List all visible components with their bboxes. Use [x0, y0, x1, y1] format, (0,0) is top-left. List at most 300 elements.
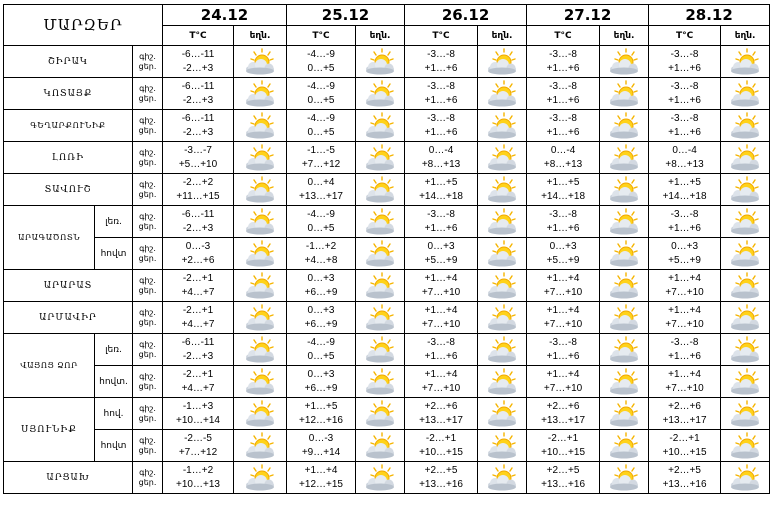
sun-behind-clouds-icon — [356, 143, 404, 173]
temperature-cell — [527, 110, 600, 142]
subregion-label: հով. — [95, 398, 133, 430]
day-label: ցեր. — [138, 413, 157, 423]
night-temp: -2…+1 — [182, 304, 214, 316]
day-temp: +7…+12 — [301, 158, 341, 170]
sun-behind-clouds-icon — [478, 207, 526, 237]
region-name: ԿՈՏԱՅՔ — [4, 78, 133, 110]
day-label: ցեր. — [138, 61, 157, 71]
region-name: ԼՈՌԻ — [4, 142, 133, 174]
weather-cell — [478, 78, 527, 110]
day-label: ցեր. — [138, 253, 157, 263]
weather-cell — [478, 206, 527, 238]
weather-header: եղն. — [600, 26, 649, 46]
night-label: գիշ. — [139, 51, 156, 61]
temperature-cell — [163, 206, 234, 238]
sun-behind-clouds-icon — [234, 463, 286, 493]
sun-behind-clouds-icon — [721, 463, 769, 493]
temperature-cell — [649, 46, 721, 78]
weather-cell — [721, 46, 770, 78]
temperature-cell — [405, 462, 478, 494]
night-temp: -2…+1 — [669, 432, 700, 444]
sun-behind-clouds-icon — [234, 367, 286, 397]
sun-behind-clouds-icon — [478, 175, 526, 205]
weather-cell — [721, 110, 770, 142]
sun-behind-clouds-icon — [234, 175, 286, 205]
day-temp: +1…+6 — [668, 62, 701, 74]
day-temp: +1…+6 — [668, 126, 701, 138]
temperature-cell — [287, 78, 356, 110]
sun-behind-clouds-icon — [600, 271, 648, 301]
temperature-cell — [163, 270, 234, 302]
night-label: գիշ. — [139, 467, 156, 477]
day-temp: -2…+3 — [182, 222, 214, 234]
regions-header: ՄԱՐԶԵՐ — [4, 5, 163, 46]
day-temp: +13…+16 — [662, 478, 707, 490]
day-label: ցեր. — [138, 317, 157, 327]
forecast-body — [4, 46, 770, 494]
temperature-cell — [405, 174, 478, 206]
night-temp: +2…+6 — [668, 400, 701, 412]
temperature-cell — [163, 302, 234, 334]
temperature-cell — [405, 270, 478, 302]
night-temp: +1…+4 — [668, 304, 701, 316]
sun-behind-clouds-icon — [234, 335, 286, 365]
day-temp: +13…+16 — [541, 478, 586, 490]
sun-behind-clouds-icon — [478, 271, 526, 301]
night-temp: -4…-9 — [307, 208, 335, 220]
night-temp: -3…-8 — [427, 208, 455, 220]
day-temp: +1…+6 — [546, 126, 580, 138]
temperature-cell — [163, 238, 234, 270]
sun-behind-clouds-icon — [356, 111, 404, 141]
weather-cell — [234, 302, 287, 334]
sun-behind-clouds-icon — [478, 303, 526, 333]
sun-behind-clouds-icon — [478, 399, 526, 429]
day-temp: +7…+12 — [178, 446, 218, 458]
night-temp: +1…+5 — [546, 176, 580, 188]
night-temp: +1…+5 — [424, 176, 458, 188]
region-row — [4, 302, 770, 334]
sun-behind-clouds-icon — [234, 239, 286, 269]
sun-behind-clouds-icon — [356, 239, 404, 269]
weather-cell — [721, 238, 770, 270]
region-name: ԱՐԱԳԱԾՈՏՆ — [4, 206, 95, 270]
night-label: գիշ. — [139, 275, 156, 285]
sun-behind-clouds-icon — [234, 143, 286, 173]
day-label: ցեր. — [138, 445, 157, 455]
weather-cell — [234, 462, 287, 494]
day-temp: 0…+5 — [307, 62, 335, 74]
weather-cell — [478, 462, 527, 494]
sun-behind-clouds-icon — [600, 431, 648, 461]
sun-behind-clouds-icon — [478, 111, 526, 141]
weather-cell — [356, 110, 405, 142]
weather-cell — [234, 110, 287, 142]
night-label: գիշ. — [139, 435, 156, 445]
day-temp: +10…+15 — [419, 446, 463, 458]
weather-cell — [478, 270, 527, 302]
sun-behind-clouds-icon — [721, 79, 769, 109]
night-temp: -1…-5 — [307, 144, 335, 156]
day-temp: +1…+6 — [424, 350, 458, 362]
temperature-cell — [405, 398, 478, 430]
region-name: ԱՐՄԱՎԻՐ — [4, 302, 133, 334]
weather-cell — [600, 46, 649, 78]
day-temp: +4…+7 — [181, 382, 215, 394]
date-header-1: 25.12 — [287, 5, 405, 26]
temperature-cell — [163, 366, 234, 398]
temperature-cell — [649, 430, 721, 462]
sun-behind-clouds-icon — [234, 431, 286, 461]
night-temp: 0…+4 — [307, 176, 335, 188]
temperature-cell — [649, 110, 721, 142]
night-temp: -3…-8 — [549, 112, 577, 124]
weather-cell — [721, 430, 770, 462]
night-label: գիշ. — [139, 179, 156, 189]
day-temp: +7…+10 — [421, 318, 461, 330]
sun-behind-clouds-icon — [600, 79, 648, 109]
region-row — [4, 270, 770, 302]
day-temp: +1…+6 — [424, 222, 458, 234]
day-night-labels — [133, 462, 163, 494]
weather-cell — [234, 398, 287, 430]
day-label: ցեր. — [138, 157, 157, 167]
temperature-cell — [287, 46, 356, 78]
night-temp: -1…+2 — [182, 464, 214, 476]
day-night-labels — [133, 174, 163, 206]
region-row — [4, 174, 770, 206]
night-temp: -4…-9 — [307, 80, 335, 92]
day-temp: +4…+7 — [181, 318, 215, 330]
day-night-labels — [133, 46, 163, 78]
night-label: գիշ. — [139, 147, 156, 157]
region-name: ԳԵՂԱՐՔՈՒՆԻՔ — [4, 110, 133, 142]
night-temp: 0…+3 — [307, 368, 335, 380]
sun-behind-clouds-icon — [356, 367, 404, 397]
weather-cell — [234, 270, 287, 302]
temperature-cell — [405, 206, 478, 238]
sun-behind-clouds-icon — [356, 175, 404, 205]
sun-behind-clouds-icon — [356, 431, 404, 461]
weather-cell — [356, 270, 405, 302]
night-temp: +1…+4 — [424, 272, 458, 284]
temperature-cell — [287, 398, 356, 430]
temperature-cell — [405, 46, 478, 78]
temperature-cell — [649, 302, 721, 334]
day-temp: +1…+6 — [668, 350, 701, 362]
night-temp: -4…-9 — [307, 48, 335, 60]
day-label: ցեր. — [138, 221, 157, 231]
day-temp: -2…+3 — [182, 350, 214, 362]
weather-cell — [600, 206, 649, 238]
sun-behind-clouds-icon — [721, 111, 769, 141]
night-temp: -1…+3 — [182, 400, 214, 412]
day-temp: +5…+9 — [546, 254, 580, 266]
night-temp: +1…+4 — [424, 368, 458, 380]
sun-behind-clouds-icon — [721, 239, 769, 269]
region-row — [4, 430, 770, 462]
night-temp: -3…-8 — [670, 336, 699, 348]
weather-cell — [234, 430, 287, 462]
night-temp: -3…-8 — [427, 336, 455, 348]
night-temp: +2…+5 — [546, 464, 580, 476]
night-temp: -3…-8 — [549, 208, 577, 220]
night-temp: 0…+3 — [307, 272, 335, 284]
day-night-labels — [133, 302, 163, 334]
weather-cell — [356, 398, 405, 430]
weather-cell — [234, 46, 287, 78]
sun-behind-clouds-icon — [721, 303, 769, 333]
temperature-cell — [527, 174, 600, 206]
night-temp: 0…+3 — [307, 304, 335, 316]
day-temp: -2…+3 — [182, 94, 214, 106]
day-temp: +12…+15 — [299, 478, 343, 490]
weather-cell — [721, 366, 770, 398]
night-temp: -6…-11 — [181, 48, 215, 60]
sun-behind-clouds-icon — [478, 367, 526, 397]
day-night-labels — [133, 334, 163, 366]
temperature-cell — [287, 366, 356, 398]
day-temp: +1…+6 — [424, 126, 458, 138]
weather-cell — [478, 302, 527, 334]
weather-cell — [234, 174, 287, 206]
sun-behind-clouds-icon — [600, 335, 648, 365]
night-temp: +1…+4 — [424, 304, 458, 316]
weather-cell — [356, 142, 405, 174]
sun-behind-clouds-icon — [478, 431, 526, 461]
day-temp: 0…+5 — [307, 350, 335, 362]
night-temp: +1…+4 — [304, 464, 338, 476]
weather-cell — [478, 398, 527, 430]
sun-behind-clouds-icon — [721, 143, 769, 173]
weather-cell — [234, 78, 287, 110]
day-temp: +7…+10 — [543, 382, 583, 394]
temperature-cell — [527, 46, 600, 78]
sun-behind-clouds-icon — [234, 47, 286, 77]
night-label: գիշ. — [139, 115, 156, 125]
day-temp: +8…+13 — [543, 158, 583, 170]
weather-cell — [721, 142, 770, 174]
day-night-labels — [133, 238, 163, 270]
temperature-cell — [527, 302, 600, 334]
sun-behind-clouds-icon — [356, 271, 404, 301]
weather-cell — [600, 398, 649, 430]
day-temp: +7…+10 — [421, 382, 461, 394]
sun-behind-clouds-icon — [721, 431, 769, 461]
temperature-cell — [649, 462, 721, 494]
region-row — [4, 334, 770, 366]
temperature-cell — [163, 174, 234, 206]
night-temp: 0…+3 — [671, 240, 699, 252]
weather-cell — [721, 206, 770, 238]
day-temp: +4…+7 — [181, 286, 215, 298]
weather-cell — [356, 334, 405, 366]
sun-behind-clouds-icon — [356, 303, 404, 333]
day-temp: +4…+8 — [304, 254, 338, 266]
day-temp: +10…+14 — [176, 414, 220, 426]
weather-cell — [356, 238, 405, 270]
sun-behind-clouds-icon — [721, 271, 769, 301]
sun-behind-clouds-icon — [600, 367, 648, 397]
night-label: գիշ. — [139, 403, 156, 413]
sun-behind-clouds-icon — [600, 463, 648, 493]
region-row — [4, 78, 770, 110]
temperature-cell — [527, 366, 600, 398]
temperature-cell — [163, 78, 234, 110]
weather-cell — [600, 174, 649, 206]
day-temp: +7…+10 — [421, 286, 461, 298]
temperature-cell — [163, 462, 234, 494]
temperature-cell — [649, 270, 721, 302]
weather-cell — [721, 462, 770, 494]
night-temp: 0…+3 — [427, 240, 455, 252]
weather-cell — [721, 270, 770, 302]
night-temp: -6…-11 — [181, 80, 215, 92]
region-name: ՇԻՐԱԿ — [4, 46, 133, 78]
temperature-cell — [527, 270, 600, 302]
weather-header: եղն. — [478, 26, 527, 46]
sun-behind-clouds-icon — [234, 271, 286, 301]
sun-behind-clouds-icon — [478, 79, 526, 109]
sun-behind-clouds-icon — [721, 367, 769, 397]
day-temp: +13…+17 — [299, 190, 343, 202]
temperature-cell — [287, 462, 356, 494]
subregion-label: հովտ — [95, 430, 133, 462]
weather-cell — [356, 174, 405, 206]
sun-behind-clouds-icon — [600, 143, 648, 173]
day-temp: +13…+17 — [541, 414, 586, 426]
night-temp: -3…-8 — [427, 112, 455, 124]
day-temp: +10…+15 — [662, 446, 707, 458]
temperature-cell — [649, 366, 721, 398]
weather-cell — [234, 238, 287, 270]
weather-cell — [600, 238, 649, 270]
temperature-cell — [405, 366, 478, 398]
day-night-labels — [133, 366, 163, 398]
day-night-labels — [133, 398, 163, 430]
night-temp: -2…+1 — [182, 272, 214, 284]
night-temp: 0…-3 — [308, 432, 334, 444]
weather-cell — [721, 174, 770, 206]
day-temp: +6…+9 — [304, 382, 338, 394]
weather-cell — [478, 174, 527, 206]
day-temp: +13…+16 — [419, 478, 463, 490]
temperature-cell — [287, 334, 356, 366]
night-temp: +2…+5 — [424, 464, 458, 476]
sun-behind-clouds-icon — [356, 207, 404, 237]
weather-header: եղն. — [234, 26, 287, 46]
weather-cell — [600, 334, 649, 366]
day-temp: +12…+16 — [299, 414, 343, 426]
day-label: ցեր. — [138, 381, 157, 391]
region-name: ՏԱՎՈՒՇ — [4, 174, 133, 206]
weather-header: եղն. — [356, 26, 405, 46]
temperature-cell — [527, 398, 600, 430]
temperature-cell — [405, 302, 478, 334]
temperature-cell — [163, 430, 234, 462]
night-temp: -3…-7 — [184, 144, 212, 156]
night-temp: -2…+1 — [182, 368, 214, 380]
day-night-labels — [133, 270, 163, 302]
day-temp: +10…+13 — [176, 478, 220, 490]
sun-behind-clouds-icon — [234, 303, 286, 333]
night-temp: -3…-8 — [549, 80, 577, 92]
weather-cell — [356, 430, 405, 462]
sun-behind-clouds-icon — [600, 303, 648, 333]
night-label: գիշ. — [139, 211, 156, 221]
sun-behind-clouds-icon — [356, 335, 404, 365]
night-temp: 0…-4 — [672, 144, 697, 156]
subregion-label: հովտ. — [95, 366, 133, 398]
temperature-cell — [405, 142, 478, 174]
temperature-cell — [163, 398, 234, 430]
subregion-label: լեռ. — [95, 206, 133, 238]
sun-behind-clouds-icon — [478, 143, 526, 173]
sun-behind-clouds-icon — [721, 47, 769, 77]
weather-cell — [478, 366, 527, 398]
night-temp: +1…+4 — [546, 368, 580, 380]
temperature-cell — [405, 334, 478, 366]
weather-cell — [234, 366, 287, 398]
night-temp: 0…-4 — [550, 144, 576, 156]
night-temp: -3…-8 — [549, 336, 577, 348]
day-temp: +7…+10 — [543, 318, 583, 330]
sun-behind-clouds-icon — [478, 47, 526, 77]
weather-cell — [600, 142, 649, 174]
sun-behind-clouds-icon — [721, 175, 769, 205]
temperature-cell — [649, 334, 721, 366]
weather-cell — [721, 398, 770, 430]
temp-header: T°C — [649, 26, 721, 46]
weather-cell — [600, 270, 649, 302]
region-row — [4, 366, 770, 398]
sun-behind-clouds-icon — [600, 175, 648, 205]
temperature-cell — [163, 46, 234, 78]
date-header-0: 24.12 — [163, 5, 287, 26]
sun-behind-clouds-icon — [356, 463, 404, 493]
day-label: ցեր. — [138, 189, 157, 199]
sun-behind-clouds-icon — [600, 111, 648, 141]
day-label: ցեր. — [138, 285, 157, 295]
day-temp: 0…+5 — [307, 222, 335, 234]
region-name: ԱՐԱՐԱՏ — [4, 270, 133, 302]
date-header-2: 26.12 — [405, 5, 527, 26]
day-temp: +5…+10 — [178, 158, 218, 170]
night-label: գիշ. — [139, 307, 156, 317]
day-temp: +8…+13 — [665, 158, 704, 170]
forecast-table — [3, 4, 770, 494]
temperature-cell — [405, 238, 478, 270]
temperature-cell — [649, 78, 721, 110]
weather-cell — [356, 366, 405, 398]
region-name: ՍՅՈՒՆԻՔ — [4, 398, 95, 462]
night-temp: -3…-8 — [427, 48, 455, 60]
day-temp: +13…+17 — [419, 414, 463, 426]
weather-cell — [234, 206, 287, 238]
region-row — [4, 462, 770, 494]
day-label: ցեր. — [138, 125, 157, 135]
weather-cell — [478, 110, 527, 142]
sun-behind-clouds-icon — [478, 463, 526, 493]
day-temp: +14…+18 — [662, 190, 707, 202]
day-temp: +6…+9 — [304, 286, 338, 298]
day-temp: +7…+10 — [543, 286, 583, 298]
day-temp: +14…+18 — [541, 190, 586, 202]
weather-cell — [234, 142, 287, 174]
temperature-cell — [287, 302, 356, 334]
day-temp: +7…+10 — [665, 318, 704, 330]
temperature-cell — [405, 78, 478, 110]
